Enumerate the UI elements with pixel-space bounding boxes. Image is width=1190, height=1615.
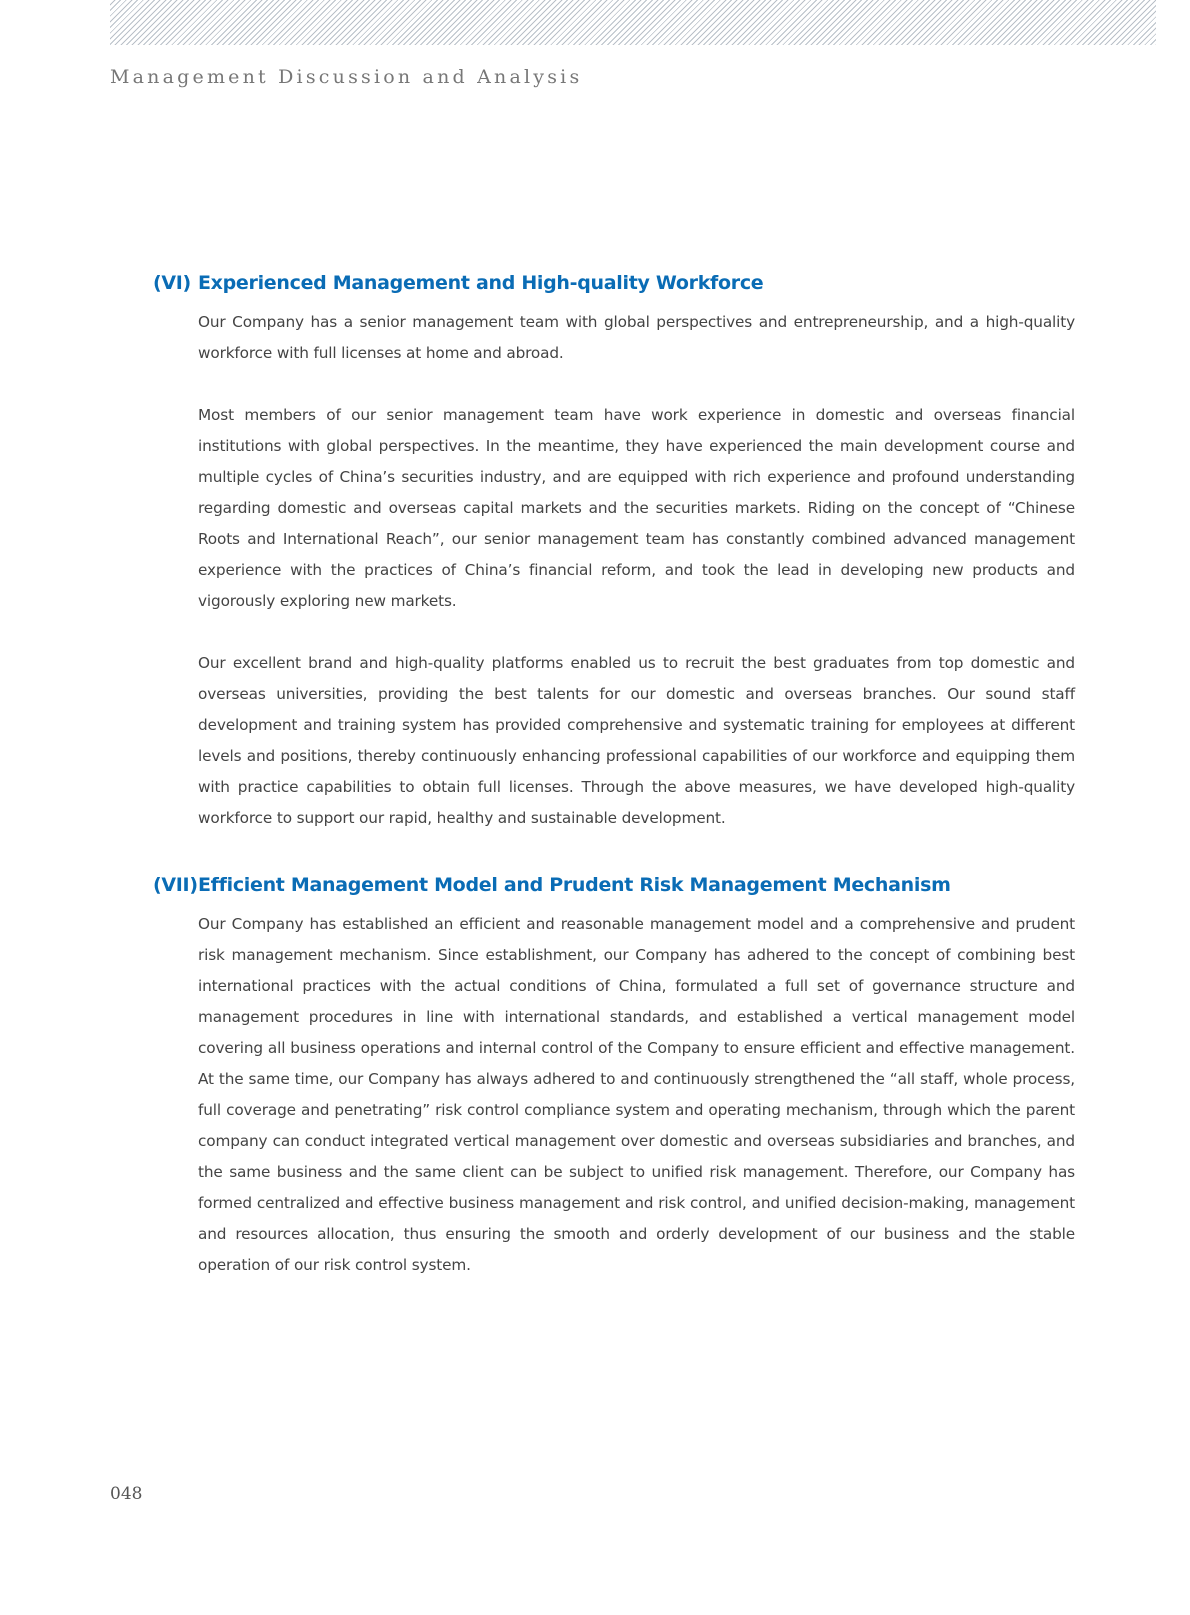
section-number: (VI) [153, 272, 191, 294]
paragraph: Our Company has a senior management team with global perspectives and entrepreneurship, and a high-quality workforce with full licenses at home and abroad. [198, 313, 1075, 362]
section-title: Experienced Management and High-quality Workforce [198, 272, 764, 294]
header-hatch-band [110, 0, 1156, 45]
running-header: Management Discussion and Analysis [110, 66, 583, 88]
section-vi [153, 272, 1075, 865]
section-title: Efficient Management Model and Prudent Risk Management Mechanism [198, 874, 951, 896]
paragraph: Our excellent brand and high-quality platforms enabled us to recruit the best graduates from top domestic and overseas universities, providing the best talents for our domestic and overseas branches. Our sound staff development and training system has provided comprehensive and systematic training for employees at different levels and positions, thereby continuously enhancing professional capabilities of our workforce and equipping them with practice capabilities to obtain full licenses. Through the above measures, we have developed high-quality workforce to support our rapid, healthy and sustainable development. [198, 654, 1075, 827]
section-number: (VII) [153, 874, 198, 896]
section-heading [153, 272, 1075, 294]
section-heading [153, 874, 1075, 896]
page-number: 048 [110, 1484, 143, 1504]
paragraph: Most members of our senior management team have work experience in domestic and overseas financial institutions with global perspectives. In the meantime, they have experienced the main development course and multiple cycles of China’s securities industry, and are equipped with rich experience and profound understanding regarding domestic and overseas capital markets and the securities markets. Riding on the concept of “Chinese Roots and International Reach”, our senior management team has constantly combined advanced management experience with the practices of China’s financial reform, and took the lead in developing new products and vigorously exploring new markets. [198, 406, 1075, 610]
section-vii [153, 874, 1075, 1312]
paragraph: Our Company has established an efficient and reasonable management model and a comprehensive and prudent risk management mechanism. Since establishment, our Company has adhered to the concept of combining best international practices with the actual conditions of China, formulated a full set of governance structure and management procedures in line with international standards, and established a vertical management model covering all business operations and internal control of the Company to ensure efficient and effective management. At the same time, our Company has always adhered to and continuously strengthened the “all staff, whole process, full coverage and penetrating” risk control compliance system and operating mechanism, through which the parent company can conduct integrated vertical management over domestic and overseas subsidiaries and branches, and the same business and the same client can be subject to unified risk management. Therefore, our Company has formed centralized and effective business management and risk control, and unified decision-making, management and resources allocation, thus ensuring the smooth and orderly development of our business and the stable operation of our risk control system. [198, 915, 1075, 1274]
